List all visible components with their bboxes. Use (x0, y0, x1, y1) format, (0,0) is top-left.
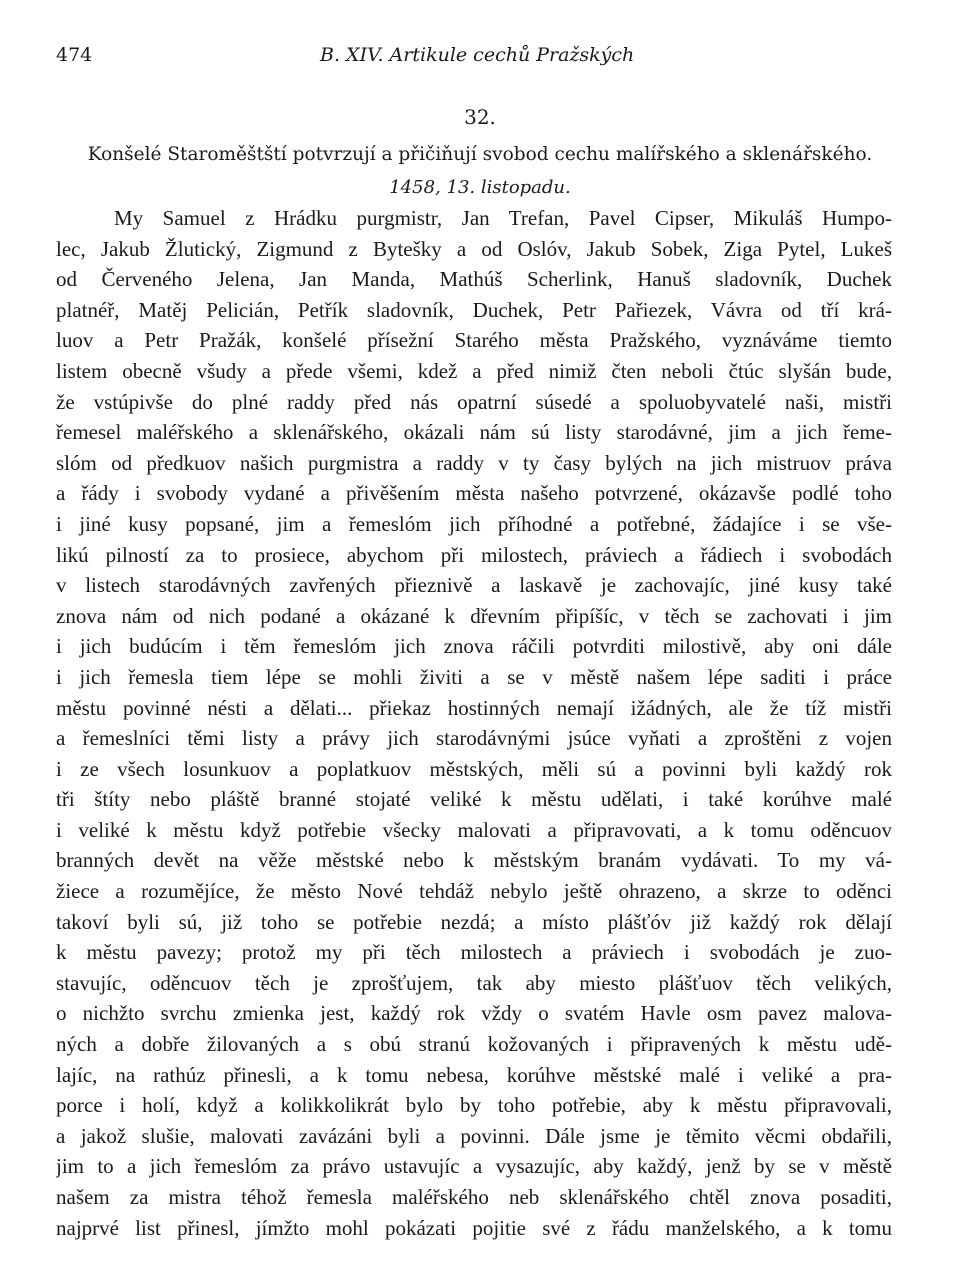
text-line: i jich řemesla tiem lépe se mohli živiti a se v městě našem lépe saditi i práce (56, 664, 892, 689)
text-line: žiece a rozumějíce, že město Nové tehdáž nebylo ještě ohrazeno, a skrze to oděnci (56, 879, 892, 904)
text-line: že vstúpivše do plné raddy před nás opatrní súsedé a spoluobyvatelé naši, mistři (56, 389, 892, 414)
text-line: takoví byli sú, již toho se potřebie nezdá; a místo plášťóv již každý rok dělají (56, 909, 892, 934)
text-line: i jich budúcím i těm řemeslóm jich znova ráčili potvrditi milostivě, aby oni dále (56, 634, 892, 659)
page-number: 474 (56, 44, 93, 66)
running-head-title: B. XIV. Artikule cechů Pražských (320, 44, 635, 66)
document-heading: Konšelé Staroměštští potvrzují a přičiňují svobod cechu malířského a sklenářského. (87, 144, 873, 165)
text-line: porce i holí, když a kolikkolikrát bylo by toho potřebie, aby k městu připravovali, (56, 1093, 892, 1118)
document-number: 32. (464, 105, 496, 129)
text-line: jim to a jich řemeslóm za právo ustavujíc a vysazujíc, aby každý, jenž by se v městě (56, 1154, 892, 1179)
running-head (56, 44, 892, 72)
text-line: tři štíty nebo pláště branné stojaté veliké k městu udělati, i také korúhve malé (56, 787, 892, 812)
text-line: řemesel maléřského a sklenářského, okázali nám sú listy starodávné, jim a jich řeme- (56, 420, 892, 445)
text-line: o nichžto svrchu zmienka jest, každý rok vždy o svatém Havle osm pavez malova- (56, 1001, 892, 1026)
text-line: k městu pavezy; protož my při těch milostech a práviech i svobodách je zuo- (56, 940, 892, 965)
text-line: stavujíc, oděncuov těch je zprošťujem, tak aby miesto plášťuov těch velikých, (56, 970, 892, 995)
text-line: branných devět na věže městské nebo k městským branám vydávati. To my vá- (56, 848, 892, 873)
text-line: našem za mistra téhož řemesla maléřského neb sklenářského chtěl znova posaditi, (56, 1185, 892, 1209)
text-line: likú pilností za to prosiece, abychom při milostech, práviech a řádiech i svobodách (56, 542, 892, 567)
text-line: lajíc, na rathúz přinesli, a k tomu nebesa, korúhve městské malé i veliké a pra- (56, 1062, 892, 1087)
text-line: platnéř, Matěj Pelicián, Petřík sladovník, Duchek, Petr Pařiezek, Vávra od tří krá- (56, 297, 892, 322)
text-line: i jiné kusy popsané, jim a řemeslóm jich příhodné a potřebné, žádajíce i se vše- (56, 511, 892, 536)
body-text (56, 203, 892, 1243)
text-line: slóm od předkuov našich purgmistra a raddy v ty časy bylých na jich mistruov práva (56, 450, 892, 475)
text-line: a řády i svobody vydané a přivěšením města našeho potvrzené, okázavše podlé toho (56, 481, 892, 506)
text-line: městu povinné nésti a dělati... přiekaz hostinných nemají ižádných, ale že tíž mistři (56, 695, 892, 720)
text-line: listem obecně všudy a přede všemi, kdež a před nimiž čten neboli čtúc slyšán bude, (56, 358, 892, 383)
text-line: od Červeného Jelena, Jan Manda, Mathúš Scherlink, Hanuš sladovník, Duchek (56, 267, 892, 292)
text-line: luov a Petr Pražák, konšelé přísežní Starého města Pražského, vyznáváme tiemto (56, 328, 892, 353)
text-line: najprvé list přinesl, jímžto mohl pokázati pojitie své z řádu manželského, a k tomu (56, 1215, 892, 1240)
text-line: znova nám od nich podané a okázané k dřevním připíšíc, v těch se zachovati i jim (56, 603, 892, 628)
text-line: i ze všech losunkuov a poplatkuov městských, měli sú a povinni byli každý rok (56, 756, 892, 781)
text-line: v listech starodávných zavřených přieznivě a laskavě je zachovajíc, jiné kusy také (56, 573, 892, 598)
text-line: My Samuel z Hrádku purgmistr, Jan Trefan, Pavel Cipser, Mikuláš Humpo- (114, 206, 892, 230)
text-line: i veliké k městu když potřebie všecky malovati a připravovati, a k tomu oděncuov (56, 817, 892, 842)
text-line: lec, Jakub Žlutický, Zigmund z Bytešky a od Oslóv, Jakub Sobek, Ziga Pytel, Lukeš (56, 236, 892, 261)
text-line: ných a dobře žilovaných a s obú stranú kožovaných i připravených k městu udě- (56, 1032, 892, 1057)
text-line: a jakož slušie, malovati zavázáni byli a povinni. Dále jsme je těmito věcmi obdařili, (56, 1123, 892, 1148)
text-line: a řemeslníci těmi listy a právy jich starodávnými jsúce vyňati a zproštěni z vojen (56, 726, 892, 751)
document-date: 1458, 13. listopadu. (389, 177, 571, 198)
